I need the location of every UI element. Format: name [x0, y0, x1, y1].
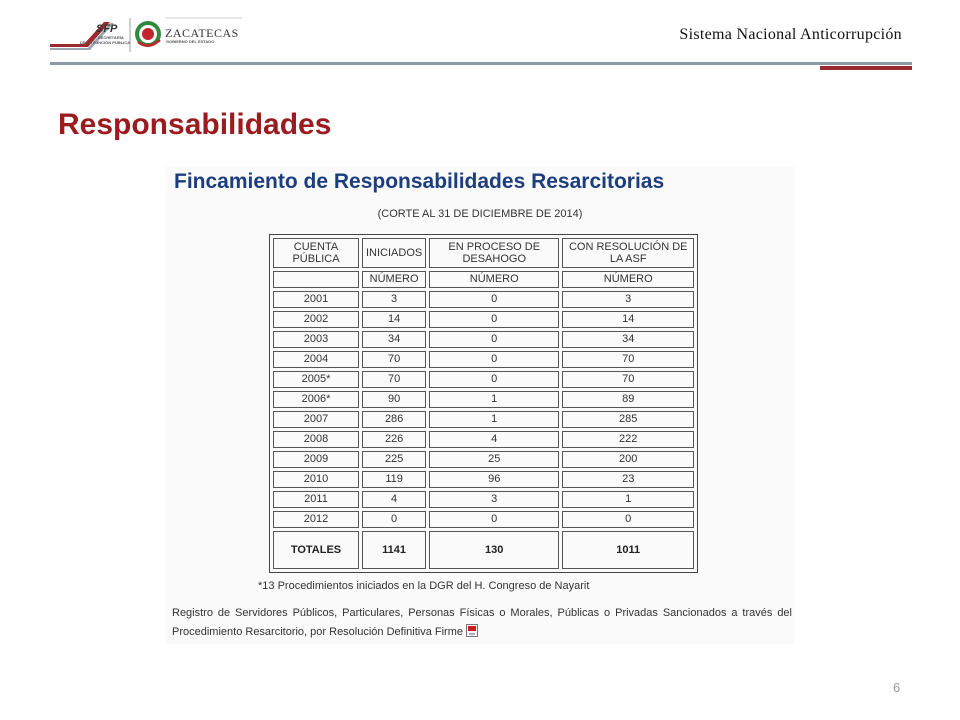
- cell-cuenta-publica: 2001: [273, 291, 359, 308]
- cell-iniciados: 286: [362, 411, 426, 428]
- responsibilities-table: [269, 234, 698, 573]
- table-subheader-row: [273, 271, 694, 288]
- cell-con-resolucion: 0: [562, 511, 694, 528]
- table-footnote: *13 Procedimientos iniciados en la DGR del H. Congreso de Nayarit: [258, 580, 590, 592]
- header-en-proceso: EN PROCESO DE DESAHOGO: [429, 238, 559, 268]
- cell-con-resolucion: 89: [562, 391, 694, 408]
- table-row: [273, 331, 694, 348]
- table-row: [273, 431, 694, 448]
- cell-iniciados: 70: [362, 351, 426, 368]
- totals-label: TOTALES: [273, 531, 359, 569]
- cell-cuenta-publica: 2010: [273, 471, 359, 488]
- cell-cuenta-publica: 2007: [273, 411, 359, 428]
- cell-con-resolucion: 34: [562, 331, 694, 348]
- header-cuenta-publica: CUENTA PÚBLICA: [273, 238, 359, 268]
- cell-con-resolucion: 70: [562, 351, 694, 368]
- table-row: [273, 391, 694, 408]
- subheader-empty: [273, 271, 359, 288]
- zacatecas-logo: [135, 18, 242, 47]
- page-number: 6: [893, 680, 901, 695]
- cell-en-proceso: 0: [429, 311, 559, 328]
- cell-cuenta-publica: 2011: [273, 491, 359, 508]
- cell-cuenta-publica: 2006*: [273, 391, 359, 408]
- cell-con-resolucion: 14: [562, 311, 694, 328]
- totals-resolucion: 1011: [562, 531, 694, 569]
- sfp-logo: [50, 22, 130, 50]
- cell-con-resolucion: 70: [562, 371, 694, 388]
- cell-cuenta-publica: 2012: [273, 511, 359, 528]
- sfp-logo-name: SFP: [96, 23, 118, 35]
- cell-en-proceso: 0: [429, 331, 559, 348]
- cell-iniciados: 225: [362, 451, 426, 468]
- cell-iniciados: 34: [362, 331, 426, 348]
- header-divider-accent: [820, 66, 912, 70]
- header-iniciados: INICIADOS: [362, 238, 426, 268]
- cell-en-proceso: 0: [429, 511, 559, 528]
- table-row: [273, 511, 694, 528]
- cell-cuenta-publica: 2009: [273, 451, 359, 468]
- cell-en-proceso: 1: [429, 391, 559, 408]
- cell-iniciados: 70: [362, 371, 426, 388]
- cell-iniciados: 226: [362, 431, 426, 448]
- table-row: [273, 351, 694, 368]
- header-divider: [50, 62, 912, 65]
- cell-en-proceso: 4: [429, 431, 559, 448]
- panel-description-text: Registro de Servidores Públicos, Particulares, Personas Físicas o Morales, Públicas o Privadas Sancionados a través del Procedimiento Resarcitorio, por Resolución Definitiva Firme: [172, 607, 792, 638]
- embedded-screenshot-panel: [166, 166, 794, 644]
- table-row: [273, 471, 694, 488]
- cell-en-proceso: 0: [429, 351, 559, 368]
- table-header-row: [273, 238, 694, 268]
- table-row: [273, 451, 694, 468]
- panel-description: [172, 604, 792, 642]
- cell-iniciados: 119: [362, 471, 426, 488]
- panel-title: Fincamiento de Responsabilidades Resarcitorias: [174, 170, 665, 193]
- cell-con-resolucion: 285: [562, 411, 694, 428]
- pdf-icon[interactable]: [466, 624, 478, 637]
- totals-proceso: 130: [429, 531, 559, 569]
- sfp-logo-line2: DE LA FUNCIÓN PÚBLICA: [80, 40, 131, 45]
- cell-con-resolucion: 222: [562, 431, 694, 448]
- cell-iniciados: 4: [362, 491, 426, 508]
- panel-subtitle: (CORTE AL 31 DE DICIEMBRE DE 2014): [377, 208, 583, 220]
- table-row: [273, 311, 694, 328]
- table-totals-row: [273, 531, 694, 569]
- header-logos: [48, 14, 243, 56]
- cell-iniciados: 0: [362, 511, 426, 528]
- cell-con-resolucion: 23: [562, 471, 694, 488]
- cell-cuenta-publica: 2002: [273, 311, 359, 328]
- cell-iniciados: 3: [362, 291, 426, 308]
- subheader-numero-iniciados: NÚMERO: [362, 271, 426, 288]
- table-row: [273, 491, 694, 508]
- subheader-numero-proceso: NÚMERO: [429, 271, 559, 288]
- totals-iniciados: 1141: [362, 531, 426, 569]
- cell-en-proceso: 25: [429, 451, 559, 468]
- table-row: [273, 371, 694, 388]
- cell-en-proceso: 1: [429, 411, 559, 428]
- zacatecas-logo-subtitle: GOBIERNO DEL ESTADO: [166, 39, 215, 44]
- cell-con-resolucion: 3: [562, 291, 694, 308]
- cell-cuenta-publica: 2005*: [273, 371, 359, 388]
- cell-en-proceso: 96: [429, 471, 559, 488]
- cell-cuenta-publica: 2004: [273, 351, 359, 368]
- zacatecas-logo-name: ZACATECAS: [165, 26, 239, 40]
- cell-cuenta-publica: 2003: [273, 331, 359, 348]
- system-title: Sistema Nacional Anticorrupción: [679, 26, 902, 43]
- responsibilities-table-wrapper: [269, 234, 698, 573]
- cell-iniciados: 14: [362, 311, 426, 328]
- cell-en-proceso: 3: [429, 491, 559, 508]
- cell-en-proceso: 0: [429, 291, 559, 308]
- table-row: [273, 291, 694, 308]
- table-row: [273, 411, 694, 428]
- subheader-numero-resolucion: NÚMERO: [562, 271, 694, 288]
- cell-cuenta-publica: 2008: [273, 431, 359, 448]
- page-title: Responsabilidades: [58, 108, 332, 141]
- cell-en-proceso: 0: [429, 371, 559, 388]
- cell-con-resolucion: 200: [562, 451, 694, 468]
- cell-iniciados: 90: [362, 391, 426, 408]
- header-con-resolucion: CON RESOLUCIÓN DE LA ASF: [562, 238, 694, 268]
- cell-con-resolucion: 1: [562, 491, 694, 508]
- sfp-logo-line1: SECRETARÍA: [98, 35, 124, 40]
